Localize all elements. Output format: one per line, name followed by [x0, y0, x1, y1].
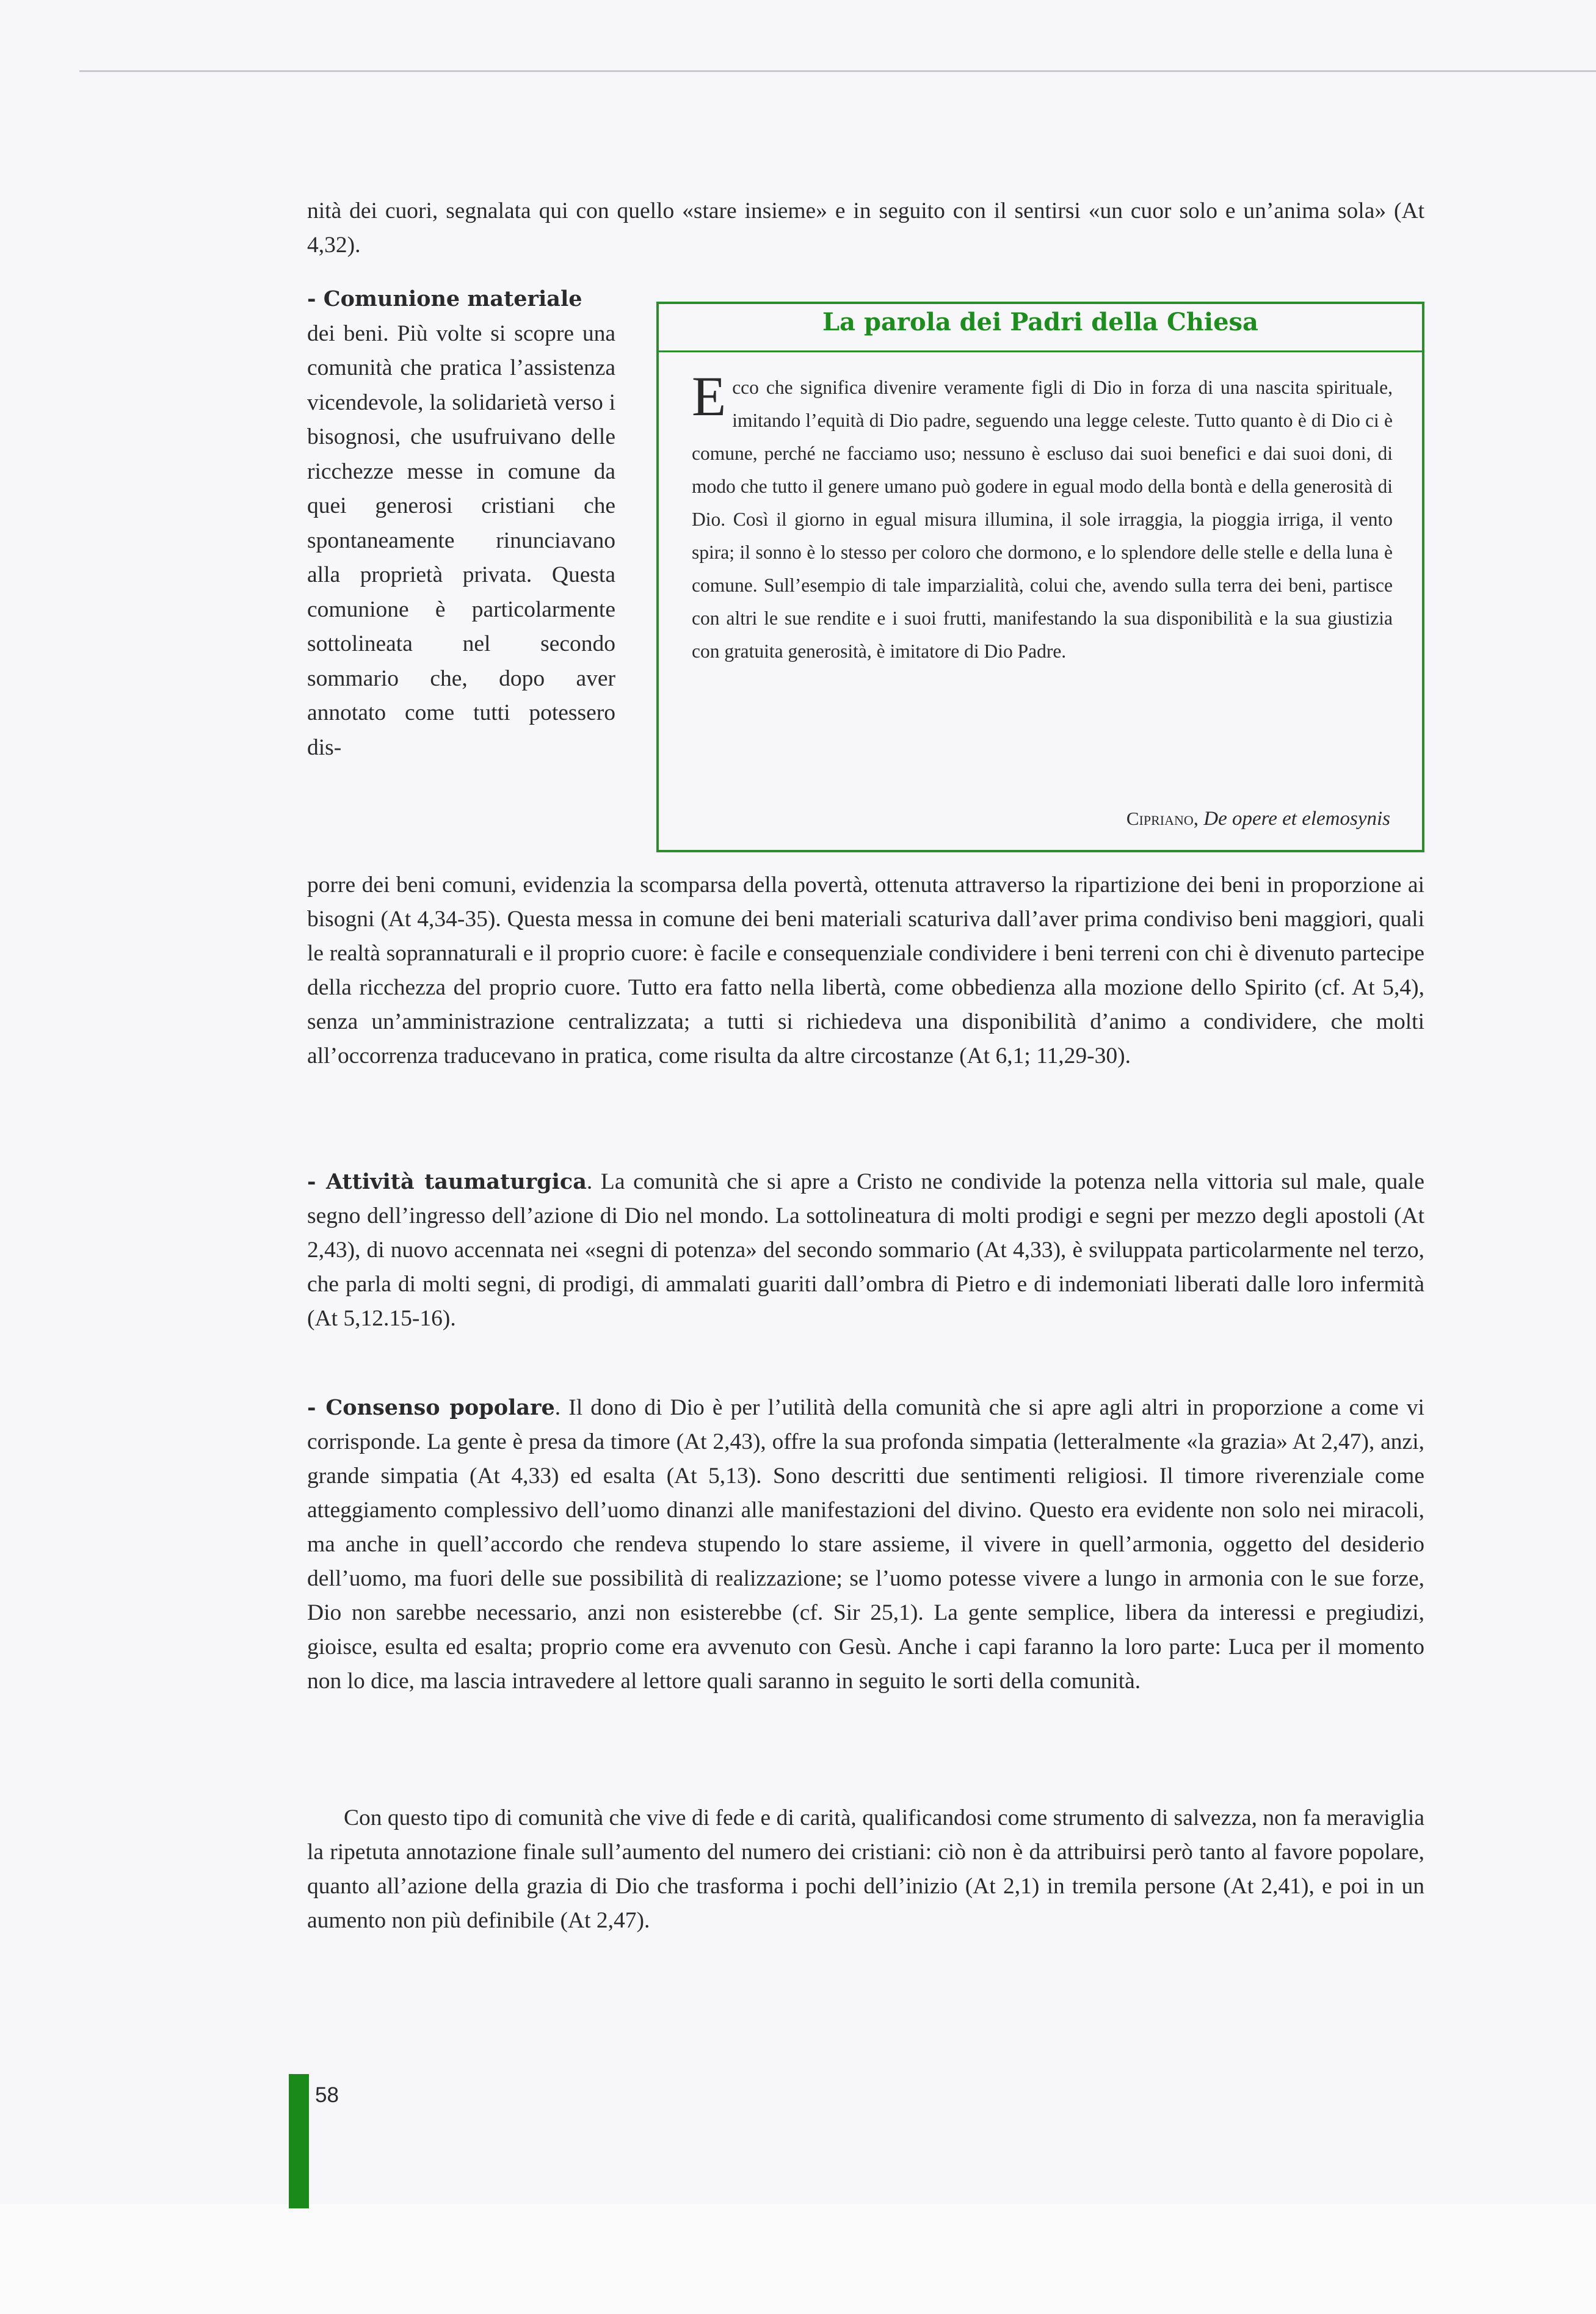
- comunione-heading: - Comunione materiale: [307, 286, 582, 311]
- final-paragraph: Con questo tipo di comunità che vive di fede e di carità, qualificandosi come strumento di salvezza, non fa meraviglia la ripetuta annotazione finale sull’aumento del numero dei cristiani: ciò non è da attribuirsi però tanto al favore popolare, quanto all’azione della grazia di Dio che trasforma i pochi dell’inizio (At 2,1) in tremila persone (At 2,41), e poi in un aumento non più definibile (At 2,47).: [307, 1805, 1424, 1933]
- box-quote-text: [692, 365, 1393, 668]
- consenso-text: . Il dono di Dio è per l’utilità della comunità che si apre agli altri in proporzione a come vi corrisponde. La gente è presa da timore (At 2,43), offre la sua profonda simpatia (letteralmente «la grazia» At 2,47), anzi, grande simpatia (At 4,33) ed esalta (At 5,13). Sono descritti due sentimenti religiosi. Il timore riverenziale come atteggiamento complessivo dell’uomo dinanzi alle manifestazioni del divino. Questo era evidente non solo nei miracoli, ma anche in quell’accordo che rendeva stupendo lo stare assieme, il vivere in quell’armonia, oggetto del desiderio dell’uomo, ma fuori delle sue possibilità di realizzazione; se l’uomo potesse vivere a lungo in armonia con le sue forze, Dio non sarebbe necessario, anzi non esisterebbe (cf. Sir 25,1). La gente semplice, libera da interessi e pregiudizi, gioisce, esulta ed esalta; proprio come era avvenuto con Gesù. Anche i capi faranno la loro parte: Luca per il momento non lo dice, ma lascia intravedere al lettore quali saranno in seguito le sorti della comunità.: [307, 1395, 1424, 1694]
- drop-cap: E: [692, 365, 727, 427]
- consenso-paragraph: [307, 1391, 1424, 1699]
- comunione-continuation: porre dei beni comuni, evidenzia la scomparsa della povertà, ottenuta attraverso la ripartizione dei beni in proporzione ai bisogni (At 4,34-35). Questa messa in comune dei beni materiali scaturiva dall’aver prima condiviso beni maggiori, quali le realtà soprannaturali e il proprio cuore: è facile e consequenziale condividere i beni terreni con chi è divenuto partecipe della ricchezza del proprio cuore. Tutto era fatto nella libertà, come obbedienza alla mozione dello Spirito (cf. At 5,4), senza un’amministrazione centralizzata; a tutti si richiedeva una disponibilità d’animo a condividere, che molti all’occorrenza traducevano in pratica, come risulta da altre circostanze (At 6,1; 11,29-30).: [307, 872, 1424, 1068]
- comunione-paragraph-wrap: [307, 282, 615, 765]
- fathers-quote-box: [656, 302, 1424, 852]
- attivita-paragraph: [307, 1165, 1424, 1336]
- page-number-bar: [289, 2074, 309, 2208]
- consenso-heading: - Consenso popolare: [307, 1395, 555, 1420]
- page-margin: [0, 2204, 1596, 2314]
- quote-work: De opere et elemosynis: [1203, 808, 1390, 830]
- attivita-text: . La comunità che si apre a Cristo ne condivide la potenza nella vittoria sul male, quale segno dell’ingresso dell’azione di Dio nel mondo. La sottolineatura di molti prodigi e segni per mezzo degli apostoli (At 2,43), di nuovo accennata nei «segni di potenza» del secondo sommario (At 4,33), è sviluppata particolarmente nel terzo, che parla di molti segni, di prodigi, di ammalati guariti dall’ombra di Pietro e di indemoniati liberati dalle loro infermità (At 5,12.15-16).: [307, 1169, 1424, 1331]
- intro-paragraph: nità dei cuori, segnalata qui con quello «stare insieme» e in seguito con il sentirsi «un cuor solo e un’anima sola» (At 4,32).: [307, 198, 1424, 258]
- comunione-wrap-text: dei beni. Più volte si scopre una comunità che pratica l’assistenza vicendevole, la solidarietà verso i bisognosi, che usufruivano delle ricchezze messe in comune da quei generosi cristiani che spontaneamente rinunciavano alla proprietà privata. Questa comunione è particolarmente sottolineata nel secondo sommario che, dopo aver annotato come tutti potessero dis-: [307, 321, 615, 760]
- page-number: 58: [315, 2083, 339, 2107]
- quote-attribution: Cipriano, De opere et elemosynis: [1126, 808, 1390, 830]
- box-quote-body: cco che significa divenire veramente figli di Dio in forza di una nascita spirituale, imitando l’equità di Dio padre, seguendo una legge celeste. Tutto quanto è di Dio ci è comune, perché ne facciamo uso; nessuno è escluso dai suoi benefici e dai suoi doni, di modo che tutto il genere umano può godere in egual modo della bontà e della generosità di Dio. Così il giorno in egual misura illumina, il sole irraggia, la pioggia irriga, il vento spira; il sonno è lo stesso per coloro che dormono, e lo splendore delle stelle e della luna è comune. Sull’esempio di tale imparzialità, colui che, avendo sulla terra dei beni, partisce con altri le sue rendite e i suoi frutti, manifestando la sua disponibilità e la sua giustizia con gratuita generosità, è imitatore di Dio Padre.: [692, 377, 1393, 662]
- quote-author: Cipriano: [1126, 808, 1194, 829]
- top-rule: [79, 70, 1596, 72]
- box-title: La parola dei Padri della Chiesa: [822, 308, 1258, 336]
- box-title-bar: [659, 304, 1422, 352]
- attivita-heading: - Attività taumaturgica: [307, 1169, 587, 1194]
